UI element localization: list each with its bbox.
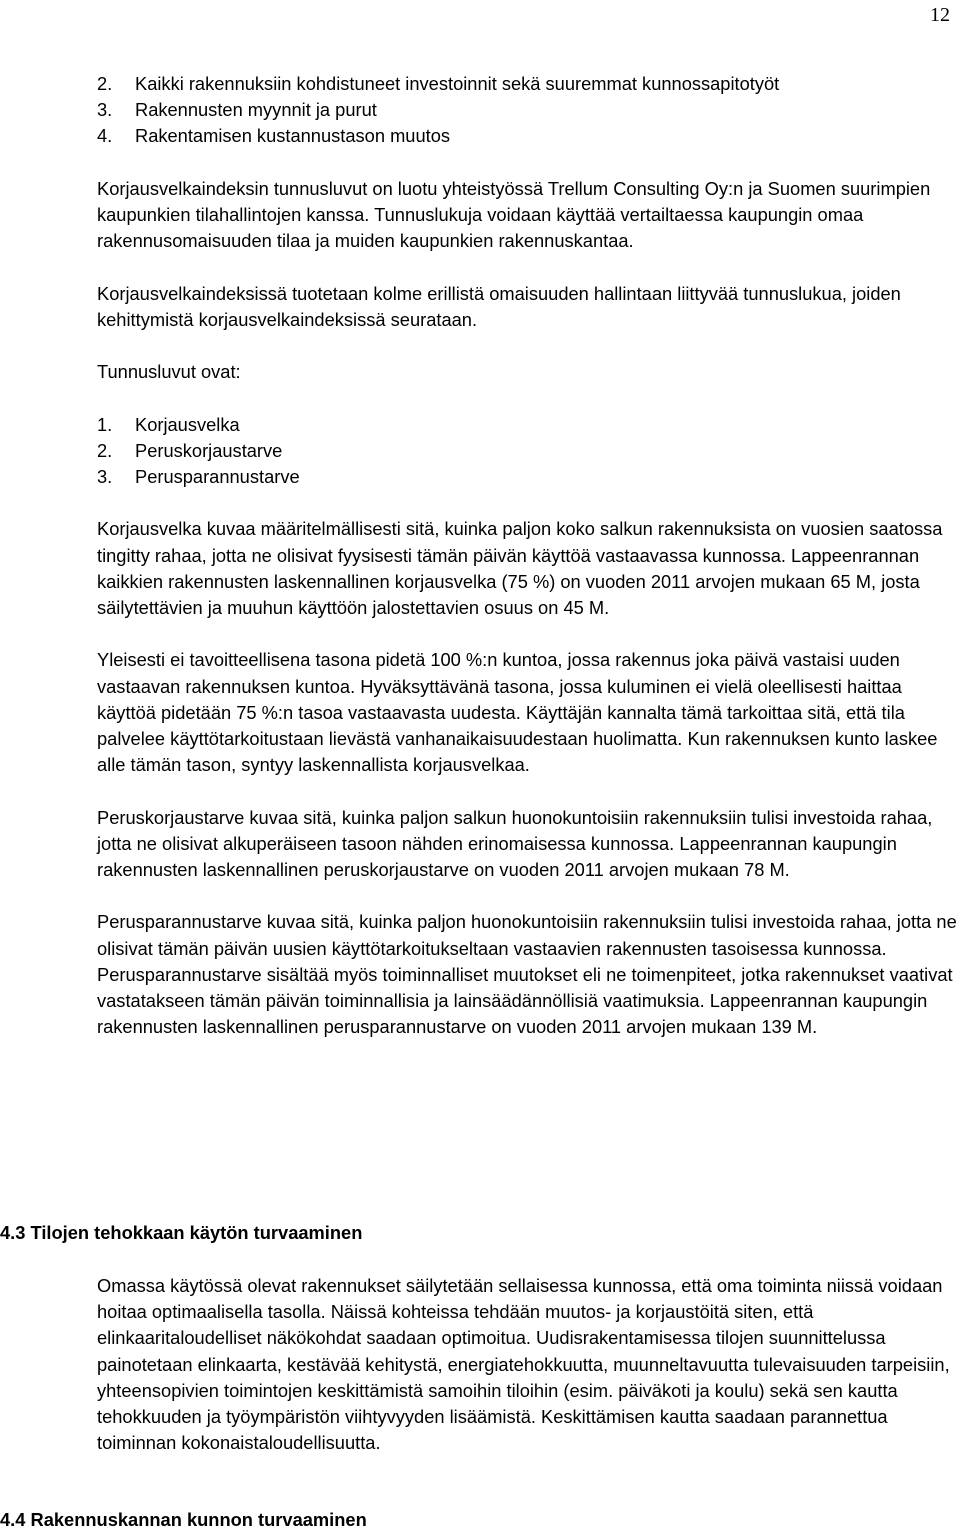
list-item [97,71,957,97]
list-text: Korjausvelka [135,413,240,435]
list-item [97,438,957,464]
list-item [97,464,957,490]
section-4-3-body [97,1273,957,1483]
page-number: 12 [930,4,950,26]
indicators-label: Tunnusluvut ovat: [97,361,241,383]
paragraph-space-use: Omassa käytössä olevat rakennukset säilytetään sellaisessa kunnossa, että oma toiminta niissä voidaan hoitaa optimaalisella tasolla. Näissä kohteissa tehdään muutos- ja korjaustöitä siten, että elinkaaritaloudelliset näkökohdat saadaan optimoitua. Uudisrakentamisessa tilojen suunnittelussa painotetaan elinkaarta, kestävää kehitystä, energiatehokkuutta, muunneltavuutta tulevaisuuden tarpeisiin, yhteensopivien toimintojen keskittämistä samoihin tiloihin (esim. päiväkoti ja koulu) sekä sen kautta tehokkuuden ja työympäristön viihtyvyyden lisäämistä. Keskittämisen kautta saadaan parannettua toiminnan kokonaistaloudellisuutta. [97,1275,950,1454]
list-text: Rakentamisen kustannustason muutos [135,125,451,147]
paragraph-target-level: Yleisesti ei tavoitteellisena tasona pidetä 100 %:n kuntoa, jossa rakennus joka päivä vastaisi uuden vastaavan rakennuksen kuntoa. Hyväksyttävänä tasona, jossa kuluminen ei vielä oleellisesti haittaa käyttöä pidetään 75 %:n tasoa vastaavasta uudesta. Käyttäjän kannalta tämä tarkoittaa sitä, että tila palvelee käyttötarkoitustaan lievästä vanhanaikaisuudestaan huolimatta. Kun rakennuksen kunto laskee alle tämän tason, syntyy laskennallista korjausvelkaa. [97,649,938,776]
list-number: 2. [97,439,113,461]
paragraph-korjausvelka: Korjausvelka kuvaa määritelmällisesti sitä, kuinka paljon koko salkun rakennuksista on vuosien saatossa tingitty rahaa, jotta ne olisivat fyysisesti tämän päivän käyttöä vastaavassa kunnossa. Lappeenrannan kaikkien rakennusten laskennallinen korjausvelka (75 %) on vuoden 2011 arvojen mukaan 65 M, josta säilytettävien ja muuhun käyttöön jalostettavien osuus on 45 M. [97,518,943,618]
list-number: 3. [97,465,113,487]
list-item [97,412,957,438]
list-number: 2. [97,73,113,94]
list-text: Rakennusten myynnit ja purut [135,99,377,121]
list-item [97,123,957,149]
paragraph-peruskorjaustarve: Peruskorjaustarve kuvaa sitä, kuinka paljon salkun huonokuntoisiin rakennuksiin tulisi investoida rahaa, jotta ne olisivat alkuperäiseen tasoon nähden erinomaisessa kunnossa. Lappeenrannan kaupungin rakennusten laskennallinen peruskorjaustarve on vuoden 2011 arvojen mukaan 78 M. [97,806,933,880]
indicators-list [97,412,957,491]
list-text: Peruskorjaustarve [135,439,283,461]
section-heading-4-4: 4.4 Rakennuskannan kunnon turvaaminen [0,1509,367,1530]
paragraph-index-metrics: Korjausvelkaindeksissä tuotetaan kolme erillistä omaisuuden hallintaan liittyvää tunnuslukua, joiden kehittymistä korjausvelkaindeksissä seurataan. [97,282,901,330]
intro-list [97,71,957,150]
upper-body [97,71,957,1067]
list-number: 4. [97,125,113,147]
list-text: Perusparannustarve [135,465,300,487]
list-number: 3. [97,99,113,121]
list-number: 1. [97,413,113,435]
paragraph-index-origin: Korjausvelkaindeksin tunnusluvut on luotu yhteistyössä Trellum Consulting Oy:n ja Suomen suurimpien kaupunkien tilahallintojen kanssa. Tunnuslukuja voidaan käyttää vertailtaessa kaupungin omaa rakennusomaisuuden tilaa ja muiden kaupunkien rakennuskantaa. [97,177,931,252]
list-item [97,97,957,123]
list-text: Kaikki rakennuksiin kohdistuneet investoinnit sekä suuremmat kunnossapitotyöt [135,73,780,94]
paragraph-perusparannustarve: Perusparannustarve kuvaa sitä, kuinka paljon huonokuntoisiin rakennuksiin tulisi investoida rahaa, jotta ne olisivat tämän päivän uusien käyttötarkoitukseltaan vastaavien rakennusten tasoisessa kunnossa. Perusparannustarve sisältää myös toiminnalliset muutokset eli ne toimenpiteet, jotka rakennukset vaativat vastatakseen tämän päivän toiminnallisia ja lainsäädännöllisiä vaatimuksia. Lappeenrannan kaupungin rakennusten laskennallinen perusparannustarve on vuoden 2011 arvojen mukaan 139 M. [97,911,957,1038]
section-heading-4-3: 4.3 Tilojen tehokkaan käytön turvaaminen [0,1222,363,1243]
